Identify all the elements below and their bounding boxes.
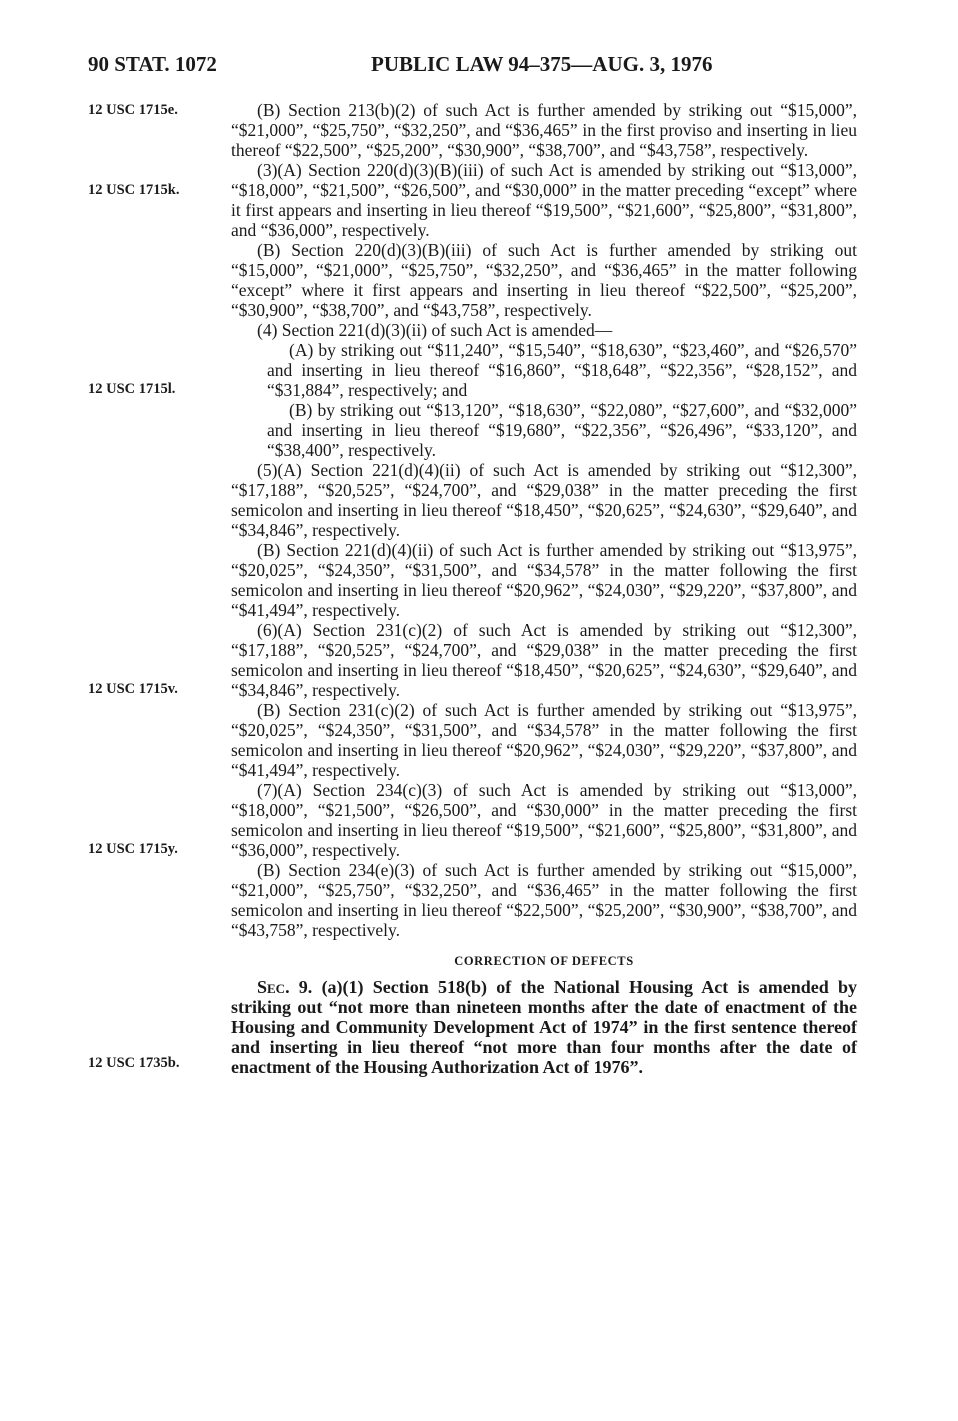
paragraph: (B) Section 234(e)(3) of such Act is further amended by striking out “$15,000”, “$21,000”, “$25,750”, “$32,250”, and “$36,465” in the matter following the first semicolon and inserting in lieu thereof “$22,500”, “$25,200”, “$30,900”, “$38,700”, and “$43,758”, respectively.	[231, 860, 857, 940]
paragraph: (7)(A) Section 234(c)(3) of such Act is amended by striking out “$13,000”, “$18,000”, “$21,500”, “$26,500”, and “$30,000” in the matter preceding the first semicolon and inserting in lieu thereof “$19,500”, “$21,600”, “$25,800”, “$31,800”, and “$36,000”, respectively.	[231, 780, 857, 860]
subparagraph: (A) by striking out “$11,240”, “$15,540”, “$18,630”, “$23,460”, and “$26,570” and inserting in lieu thereof “$16,860”, “$18,648”, “$22,356”, “$28,152”, and “$31,884”, respectively; and	[267, 340, 857, 400]
paragraph: (5)(A) Section 221(d)(4)(ii) of such Act is amended by striking out “$12,300”, “$17,188”, “$20,525”, “$24,700”, and “$29,038” in the matter preceding the first semicolon and inserting in lieu thereof “$18,450”, “$20,625”, “$24,630”, “$29,640”, and “$34,846”, respectively.	[231, 460, 857, 540]
margin-note: 12 USC 1715v.	[88, 681, 178, 697]
margin-note: 12 USC 1715y.	[88, 841, 178, 857]
paragraph: (B) Section 213(b)(2) of such Act is further amended by striking out “$15,000”, “$21,000”, “$25,750”, “$32,250”, and “$36,465” in the first proviso and inserting in lieu thereof “$22,500”, “$25,200”, “$30,900”, “$38,700”, and “$43,758”, respectively.	[231, 100, 857, 160]
paragraph: (B) Section 231(c)(2) of such Act is further amended by striking out “$13,975”, “$20,025”, “$24,350”, “$31,500”, and “$34,578” in the matter following the first semicolon and inserting in lieu thereof “$20,962”, “$24,030”, “$29,220”, “$37,800”, and “$41,494”, respectively.	[231, 700, 857, 780]
margin-note: 12 USC 1715e.	[88, 102, 178, 118]
paragraph: (3)(A) Section 220(d)(3)(B)(iii) of such Act is amended by striking out “$13,000”, “$18,000”, “$21,500”, “$26,500”, and “$30,000” in the matter preceding “except” where it first appears and inserting in lieu thereof “$19,500”, “$21,600”, “$25,800”, “$31,800”, and “$36,000”, respectively.	[231, 160, 857, 240]
paragraph: (B) Section 220(d)(3)(B)(iii) of such Act is further amended by striking out “$15,000”, “$21,000”, “$25,750”, “$32,250”, and “$36,465” in the matter following “except” where it first appears and inserting in lieu thereof “$22,500”, “$25,200”, “$30,900”, “$38,700”, and “$43,758”, respectively.	[231, 240, 857, 320]
margin-note: 12 USC 1715k.	[88, 182, 180, 198]
section-heading: CORRECTION OF DEFECTS	[454, 954, 634, 968]
margin-note: 12 USC 1735b.	[88, 1055, 180, 1071]
statute-page-number: 90 STAT. 1072	[88, 52, 217, 76]
subparagraph: (B) by striking out “$13,120”, “$18,630”, “$22,080”, “$27,600”, and “$32,000” and inserting in lieu thereof “$19,680”, “$22,356”, “$26,496”, “$33,120”, and “$38,400”, respectively.	[267, 400, 857, 460]
paragraph: (B) Section 221(d)(4)(ii) of such Act is further amended by striking out “$13,975”, “$20,025”, “$24,350”, “$31,500”, and “$34,578” in the matter following the first semicolon and inserting in lieu thereof “$20,962”, “$24,030”, “$29,220”, “$37,800”, and “$41,494”, respectively.	[231, 540, 857, 620]
margin-note: 12 USC 1715l.	[88, 381, 176, 397]
section-text: (a)(1) Section 518(b) of the National Housing Act is amended by striking out “not more than nineteen months after the date of enactment of the Housing and Community Development Act of 1974” in the first sentence thereof and inserting in lieu thereof “not more than four months after the date of enactment of the Housing Authorization Act of 1976”.	[231, 977, 857, 1077]
page-header	[88, 52, 858, 82]
public-law-title: PUBLIC LAW 94–375—AUG. 3, 1976	[371, 52, 713, 76]
paragraph: (4) Section 221(d)(3)(ii) of such Act is amended—	[257, 320, 613, 340]
section-paragraph	[231, 977, 857, 1077]
paragraph: (6)(A) Section 231(c)(2) of such Act is amended by striking out “$12,300”, “$17,188”, “$20,525”, “$24,700”, and “$29,038” in the matter preceding the first semicolon and inserting in lieu thereof “$18,450”, “$20,625”, “$24,630”, “$29,640”, and “$34,846”, respectively.	[231, 620, 857, 700]
section-label: Sec. 9.	[257, 977, 313, 997]
document-body	[231, 100, 857, 1077]
